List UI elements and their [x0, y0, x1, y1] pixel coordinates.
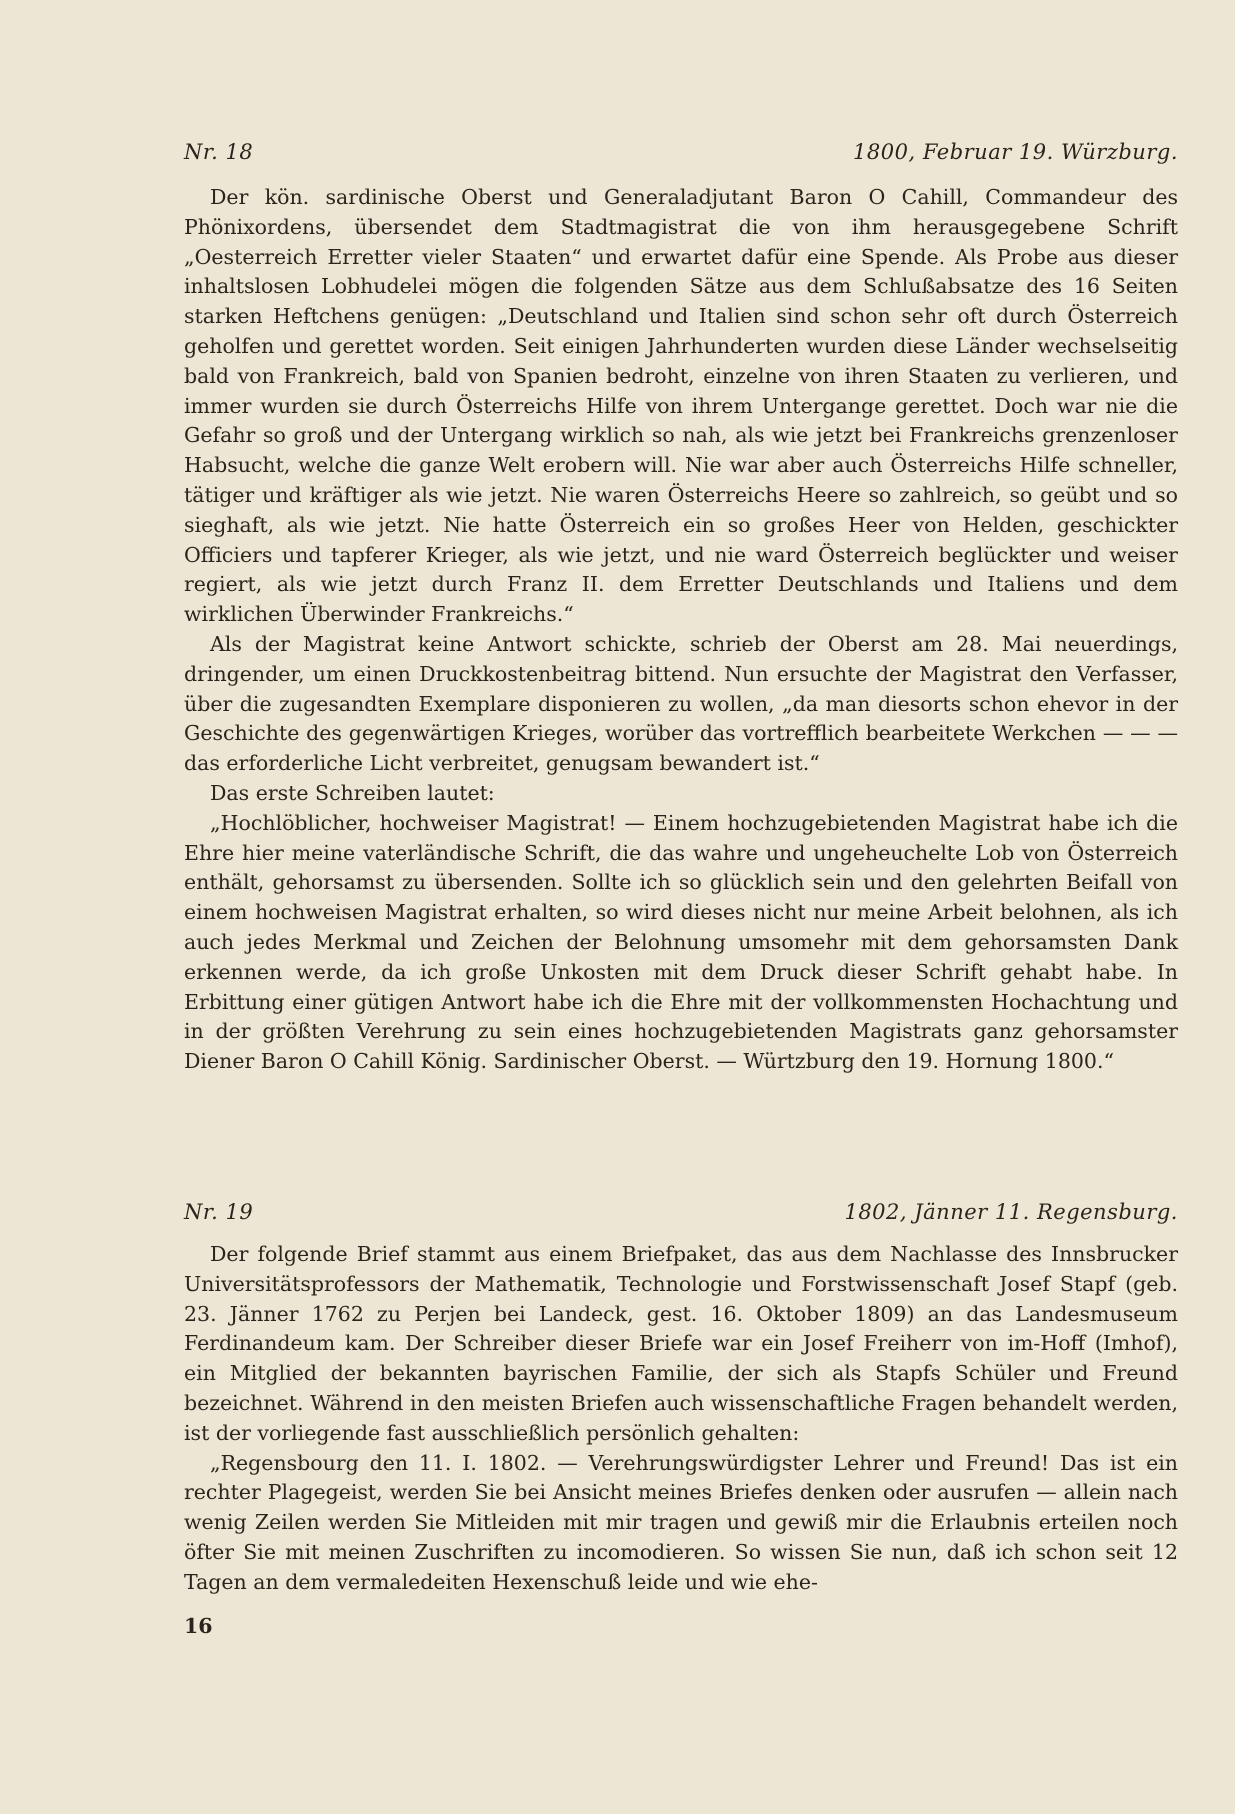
- entry-header-nr18: [184, 140, 1178, 164]
- paragraph: Als der Magistrat keine Antwort schickte, schrieb der Oberst am 28. Mai neuerdings, dringender, um einen Druckkostenbeitrag bittend. Nun ersuchte der Magistrat den Verfasser, über die zugesandten Exemplare disponieren zu wollen, „da man diesorts schon ehevor in der Geschichte des gegenwärtigen Krieges, worüber das vortrefflich bearbeitete Werkchen — — — das erforderliche Licht verbreitet, genugsam bewandert ist.“: [184, 631, 1178, 776]
- entry-body-nr18: [184, 183, 1178, 1077]
- paragraph: Der kön. sardinische Oberst und Generaladjutant Baron O Cahill, Commandeur des Phönixordens, übersendet dem Stadtmagistrat die von ihm herausgegebene Schrift „Oesterreich Erretter vieler Staaten“ und erwartet dafür eine Spende. Als Probe aus dieser inhaltslosen Lobhudelei mögen die folgenden Sätze aus dem Schlußabsatze des 16 Seiten starken Heftchens genügen: „Deutschland und Italien sind schon sehr oft durch Österreich geholfen und gerettet worden. Seit einigen Jahrhunderten wurden diese Länder wechselseitig bald von Frankreich, bald von Spanien bedroht, einzelne von ihren Staaten zu verlieren, und immer wurden sie durch Österreichs Hilfe von ihrem Untergange gerettet. Doch war nie die Gefahr so groß und der Untergang wirklich so nah, als wie jetzt bei Frankreichs grenzenloser Habsucht, welche die ganze Welt erobern will. Nie war aber auch Österreichs Hilfe schneller, tätiger und kräftiger als wie jetzt. Nie waren Österreichs Heere so zahlreich, so geübt und so sieghaft, als wie jetzt. Nie hatte Österreich ein so großes Heer von Helden, geschickter Officiers und tapferer Krieger, als wie jetzt, und nie ward Österreich beglückter und weiser regiert, als wie jetzt durch Franz II. dem Erretter Deutschlands und Italiens und dem wirklichen Überwinder Frankreichs.“: [184, 185, 1178, 627]
- paragraph: Der folgende Brief stammt aus einem Briefpaket, das aus dem Nachlasse des Innsbrucker Universitätsprofessors der Mathematik, Technologie und Forstwissenschaft Josef Stapf (geb. 23. Jänner 1762 zu Perjen bei Landeck, gest. 16. Oktober 1809) an das Landesmuseum Ferdinandeum kam. Der Schreiber dieser Briefe war ein Josef Freiherr von im-Hoff (Imhof), ein Mitglied der bekannten bayrischen Familie, der sich als Stapfs Schüler und Freund bezeichnet. Während in den meisten Briefen auch wissenschaftliche Fragen behandelt werden, ist der vorliegende fast ausschließlich persönlich gehalten:: [184, 1242, 1178, 1445]
- entry-date-place: 1800, Februar 19. Würzburg.: [853, 140, 1178, 164]
- entry-header-nr19: [184, 1200, 1178, 1224]
- page-number: 16: [184, 1614, 213, 1638]
- paragraph: „Hochlöblicher, hochweiser Magistrat! — Einem hochzugebietenden Magistrat habe ich die Ehre hier meine vaterländische Schrift, die das wahre und ungeheuchelte Lob von Österreich enthält, gehorsamst zu übersenden. Sollte ich so glücklich sein und den gelehrten Beifall von einem hochweisen Magistrat erhalten, so wird dieses nicht nur meine Arbeit belohnen, als ich auch jedes Merkmal und Zeichen der Belohnung umsomehr mit dem gehorsamsten Dank erkennen werde, da ich große Unkosten mit dem Druck dieser Schrift gehabt habe. In Erbittung einer gütigen Antwort habe ich die Ehre mit der vollkommensten Hochachtung und in der größten Verehrung zu sein eines hochzugebietenden Magistrats ganz gehorsamster Diener Baron O Cahill König. Sardinischer Oberst. — Würtzburg den 19. Hornung 1800.“: [184, 810, 1178, 1074]
- entry-date-place: 1802, Jänner 11. Regensburg.: [844, 1200, 1178, 1224]
- entry-number: Nr. 18: [184, 140, 254, 164]
- paragraph: „Regensbourg den 11. I. 1802. — Verehrungswürdigster Lehrer und Freund! Das ist ein rechter Plagegeist, werden Sie bei Ansicht meines Briefes denken oder ausrufen — allein nach wenig Zeilen werden Sie Mitleiden mit mir tragen und gewiß mir die Erlaubnis erteilen noch öfter Sie mit meinen Zuschriften zu incomodieren. So wissen Sie nun, daß ich schon seit 12 Tagen an dem vermaledeiten Hexenschuß leide und wie ehe-: [184, 1450, 1178, 1594]
- entry-body-nr19: [184, 1240, 1178, 1598]
- entry-number: Nr. 19: [184, 1200, 254, 1224]
- paragraph: Das erste Schreiben lautet:: [210, 780, 495, 805]
